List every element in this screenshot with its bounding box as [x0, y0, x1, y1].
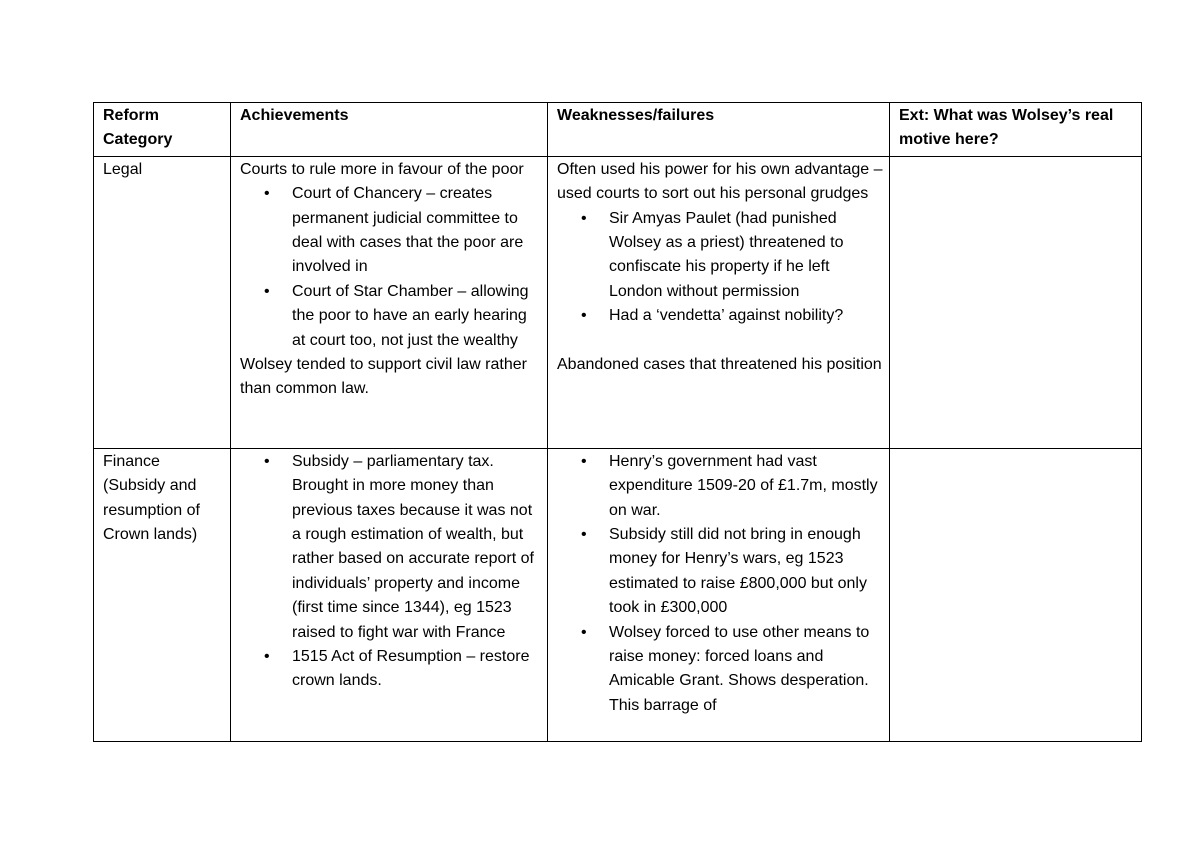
finance-achievements-cell [231, 448, 548, 741]
list-item: • Had a ‘vendetta’ against nobility? [609, 304, 883, 328]
header-row [94, 103, 1142, 157]
finance-achievements-list [240, 450, 541, 694]
legal-extension-cell [890, 156, 1142, 448]
legal-weaknesses-intro: Often used his power for his own advantage – used courts to sort out his personal grudges [557, 160, 883, 203]
finance-weaknesses-cell [548, 448, 890, 741]
legal-weaknesses-list [557, 207, 883, 329]
finance-weaknesses-list [557, 450, 883, 718]
finance-category-cell: Finance (Subsidy and resumption of Crown lands) [94, 448, 231, 741]
list-item: • Henry’s government had vast expenditure 1509-20 of £1.7m, mostly on war. [609, 450, 883, 523]
legal-achievements-cell [231, 156, 548, 448]
list-item: • Subsidy – parliamentary tax. Brought in more money than previous taxes because it was not a rough estimation of wealth, but rather based on accurate report of individuals’ property and income (first time since 1344), eg 1523 raised to fight war with France [292, 450, 541, 645]
legal-achievements-intro: Courts to rule more in favour of the poor [240, 160, 524, 178]
table-row-finance [94, 448, 1142, 741]
finance-weaknesses-clip [557, 450, 883, 738]
list-item: • Court of Chancery – creates permanent judicial committee to deal with cases that the poor are involved in [292, 182, 541, 280]
header-category: Reform Category [94, 103, 231, 157]
legal-achievements-list [240, 182, 541, 353]
legal-weaknesses-cell [548, 156, 890, 448]
legal-category-cell: Legal [94, 156, 231, 448]
list-item: • Sir Amyas Paulet (had punished Wolsey as a priest) threatened to confiscate his property if he left London without permission [609, 207, 883, 305]
header-weaknesses: Weaknesses/failures [548, 103, 890, 157]
list-item: • Wolsey forced to use other means to raise money: forced loans and Amicable Grant. Shows desperation. This barrage of [609, 621, 883, 719]
table-row-legal [94, 156, 1142, 448]
header-extension: Ext: What was Wolsey’s real motive here? [890, 103, 1142, 157]
finance-extension-cell [890, 448, 1142, 741]
header-achievements: Achievements [231, 103, 548, 157]
legal-weaknesses-outro: Abandoned cases that threatened his position [557, 355, 882, 373]
legal-achievements-outro: Wolsey tended to support civil law rather than common law. [240, 356, 527, 398]
list-item: • Court of Star Chamber – allowing the poor to have an early hearing at court too, not just the wealthy [292, 280, 541, 353]
list-item: • Subsidy still did not bring in enough money for Henry’s wars, eg 1523 estimated to raise £800,000 but only took in £300,000 [609, 523, 883, 621]
reform-table [93, 102, 1142, 742]
paragraph-gap [557, 329, 883, 353]
list-item: • 1515 Act of Resumption – restore crown lands. [292, 645, 541, 694]
